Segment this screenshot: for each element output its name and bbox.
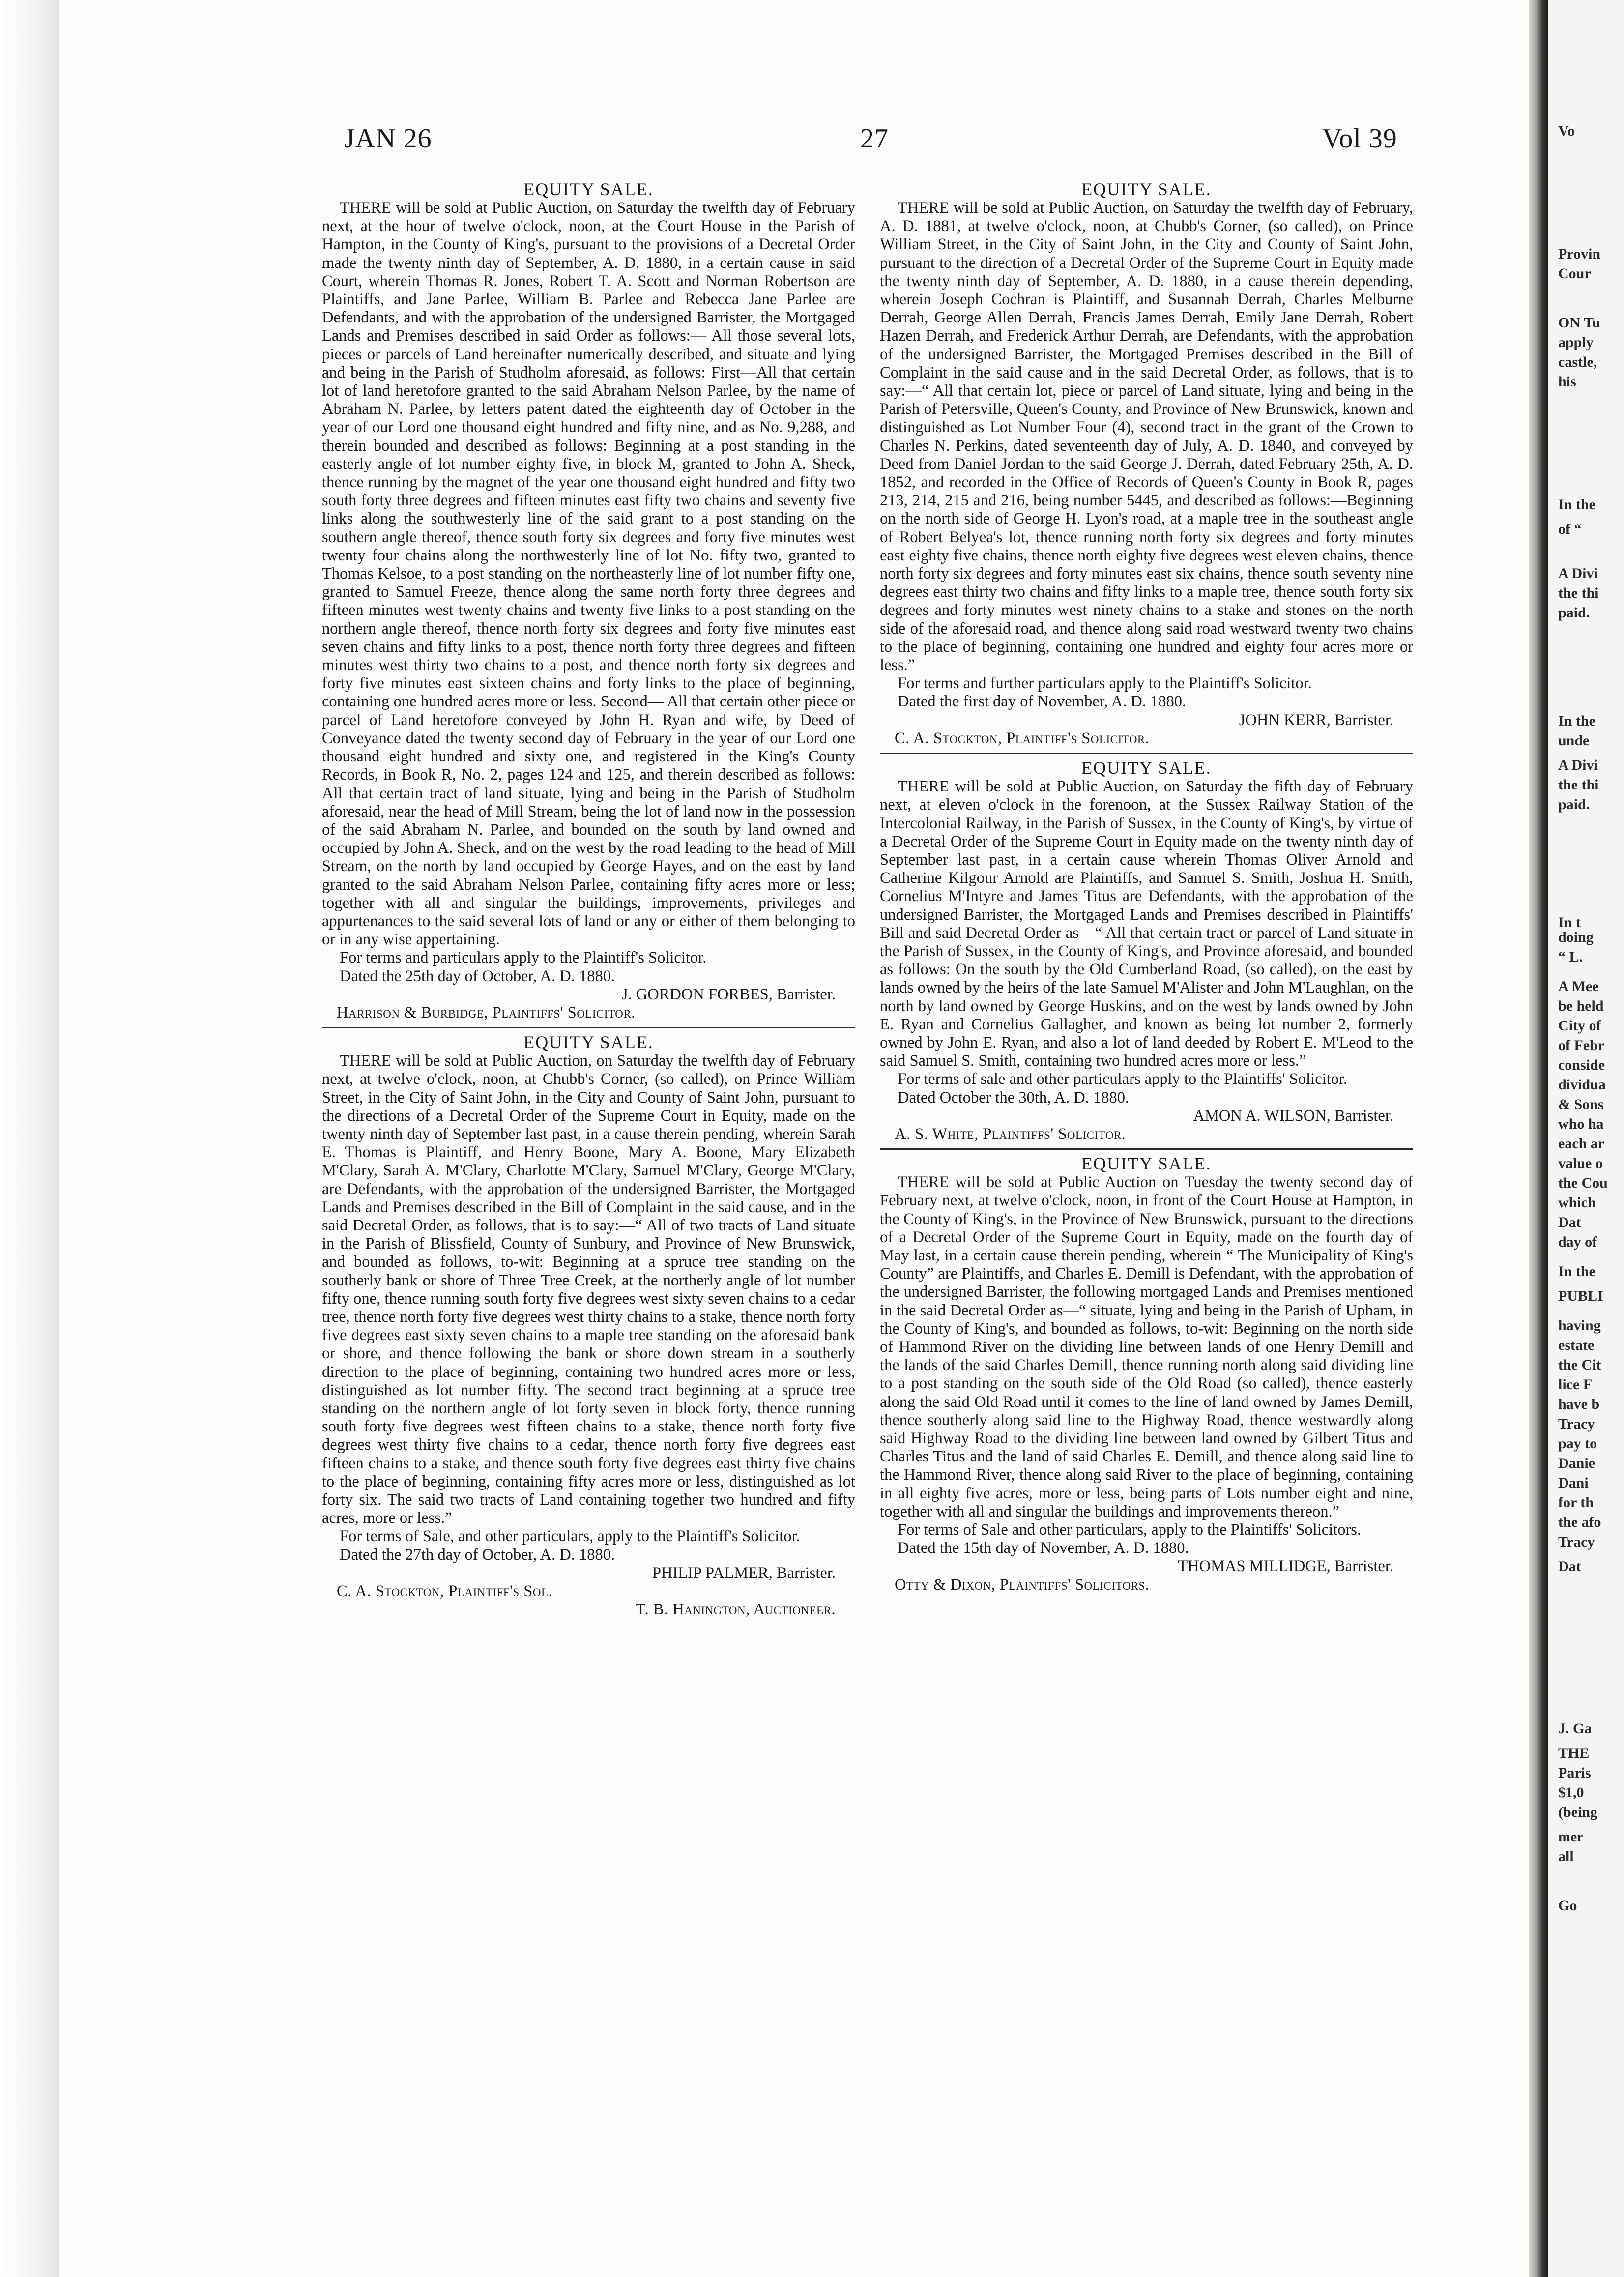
adjacent-page-fragment: lice F	[1558, 1376, 1593, 1393]
adjacent-page-fragment: In t	[1558, 914, 1581, 931]
notice-dated: Dated the 15th day of November, A. D. 1880.	[898, 1539, 1189, 1557]
notice-barrister: AMON A. WILSON, Barrister.	[1193, 1107, 1393, 1125]
equity-sale-notice-forbes	[322, 179, 855, 1022]
adjacent-page-fragment: A Divi	[1558, 565, 1598, 582]
notice-title: EQUITY SALE.	[523, 1032, 654, 1052]
adjacent-page-fragment: In the	[1558, 1263, 1595, 1280]
adjacent-page-fragment: Dat	[1558, 1558, 1581, 1575]
adjacent-page-fragment: of Febr	[1558, 1037, 1605, 1053]
notice-dated: Dated the 27th day of October, A. D. 1880.	[340, 1546, 615, 1564]
notice-solicitor: C. A. Stockton, Plaintiff's Sol.	[337, 1582, 553, 1601]
notice-terms: For terms of Sale, and other particulars, apply to the Plaintiff's Solicitor.	[340, 1527, 800, 1546]
adjacent-page-fragment: conside	[1558, 1057, 1605, 1073]
adjacent-page-fragment: Cour	[1558, 265, 1591, 282]
notice-body: THERE will be sold at Public Auction, on Saturday the twelfth day of February next, at the hour of twelve o'clock, noon, at the Court House in the Parish of Hampton, in the County of King's, pursuant to the provisions of a Decretal Order made the twenty ninth day of September, A. D. 1880, in a certain cause in said Court, wherein Thomas R. Jones, Robert T. A. Scott and Norman Robertson are Plaintiffs, and Jane Parlee, William B. Parlee and Rebecca Jane Parlee are Defendants, and with the approbation of the undersigned Barrister, the Mortgaged Lands and Premises described in said Order as follows:— All those several lots, pieces or parcels of Land hereinafter numerically described, and situate and lying and being in the Parish of Studholm aforesaid, as follows: First—All that certain lot of land heretofore granted to the said Abraham Nelson Parlee, by the name of Abraham N. Parlee, by letters patent dated the eighteenth day of October in the year of our Lord one thousand eight hundred and fifty nine, and as No. 9,288, and therein bounded and described as follows: Beginning at a post standing in the easterly angle of lot number eighty five, in block M, granted to John A. Sheck, thence running by the magnet of the year one thousand eight hundred and fifty two south forty three degrees and fifteen minutes east fifty two chains and seventy five links along the southwesterly line of the said grant to a post standing on the southern angle thereof, thence south forty six degrees and forty five minutes west twenty four chains along the northwesterly line of lot No. fifty two, granted to Thomas Kelsoe, to a post standing on the northeasterly line of lot number fifty one, granted to Samuel Freeze, thence along the same north forty three degrees and fifteen minutes west twenty chains and twenty five links to a post standing on the northern angle thereof, thence north forty six degrees and forty five minutes east seven chains and fifty links to a post, thence north forty three degrees and fifteen minutes west thirty two chains to a post, and thence north forty six degrees and forty five minutes east sixteen chains and forty links to the place of beginning, containing one hundred acres more or less. Second— All that certain other piece or parcel of Land heretofore conveyed by John H. Ryan and wife, by Deed of Conveyance dated the twenty second day of February in the year of our Lord one thousand eight hundred and sixty one, and registered in the King's County Records, in Book R, No. 2, pages 124 and 125, and therein described as follows: All that certain tract of land situate, lying and being in the Parish of Studholm aforesaid, near the head of Mill Stream, being the lot of land now in the possession of the said Abraham N. Parlee, and bounded on the south by land owned and occupied by John A. Sheck, and on the west by the road leading to the head of Mill Stream, on the north by land occupied by George Hayes, and on the east by land granted to the said Abraham Nelson Parlee, containing fifty acres more or less; together with all and singular the buildings, improvements, privileges and appurtenances to the said several lots of land or any or either of them belonging to or in any wise appertaining.	[322, 199, 855, 949]
binding-shadow	[1529, 0, 1548, 2277]
adjacent-page-fragment: Dani	[1558, 1475, 1589, 1491]
adjacent-page-fragment: mer	[1558, 1829, 1584, 1845]
page-number: 27	[860, 123, 889, 154]
adjacent-page-fragment: who ha	[1558, 1116, 1604, 1132]
equity-sale-notice-wilson	[880, 758, 1413, 1143]
adjacent-page-fragment: have b	[1558, 1396, 1600, 1412]
notice-solicitor: Harrison & Burbidge, Plaintiffs' Solicitor.	[337, 1003, 636, 1022]
notice-terms: For terms and particulars apply to the Plaintiff's Solicitor.	[340, 949, 707, 967]
equity-sale-notice-palmer	[322, 1032, 855, 1619]
adjacent-page-fragment: dividua	[1558, 1077, 1606, 1093]
column-rule	[880, 753, 1413, 754]
adjacent-page-fragment: & Sons	[1558, 1096, 1604, 1112]
notice-terms: For terms and further particulars apply to the Plaintiff's Solicitor.	[898, 674, 1312, 693]
adjacent-page-fragment: unde	[1558, 732, 1590, 749]
adjacent-page-fragment: the thi	[1558, 585, 1599, 601]
notice-solicitor: Otty & Dixon, Plaintiffs' Solicitors.	[895, 1576, 1150, 1594]
adjacent-page-fragment: In the	[1558, 713, 1595, 729]
adjacent-page-fragment: A Divi	[1558, 757, 1598, 773]
notice-body: THERE will be sold at Public Auction, on Saturday the twelfth day of February next, at twelve o'clock, noon, at Chubb's Corner, (so called), on Prince William Street, in the City of Saint John, in the City and County of Saint John, pursuant to the directions of a Decretal Order of the Supreme Court in Equity, made on the twenty ninth day of September last past, in a cause therein pending, wherein Sarah E. Thomas is Plaintiff, and Henry Boone, Mary A. Boone, Mary Elizabeth M'Clary, Sarah A. M'Clary, Charlotte M'Clary, Samuel M'Clary, George M'Clary, are Defendants, with the approbation of the undersigned Barrister, the Mortgaged Lands and Premises described in the Bill of Complaint in the said cause, and in the said Decretal Order, as follows, that is to say:—“ All of two tracts of Land situate in the Parish of Blissfield, County of Sunbury, and Province of New Brunswick, and bounded as follows, to-wit: Beginning at a spruce tree standing on the southerly bank or shore of Three Tree Creek, at the northerly angle of lot number fifty one, thence running south forty five degrees west sixty seven chains to a cedar tree, thence north forty five degrees west thirty chains to a stake, thence north forty five degrees east sixty seven chains to a maple tree standing on the aforesaid bank or shore, and thence following the bank or shore down stream in a southerly direction to the place of beginning, containing two hundred acres more or less, distinguished as lot number fifty. The second tract beginning at a spruce tree standing on the northern angle of lot forty seven in block forty, thence running south forty five degrees west fifteen chains to a stake, thence north forty five degrees west thirty five chains to a cedar, thence north forty five degrees east fifteen chains to a stake, and thence south forty five degrees east thirty five chains to the place of beginning, containing fifty acres more or less, distinguished as lot forty six. The said two tracts of Land containing together two hundred and fifty acres, more or less.”	[322, 1052, 855, 1527]
notice-title: EQUITY SALE.	[1081, 1154, 1212, 1174]
notice-solicitor: C. A. Stockton, Plaintiff's Solicitor.	[895, 729, 1150, 747]
equity-sale-notice-millidge	[880, 1154, 1413, 1594]
adjacent-page-fragment: his	[1558, 374, 1576, 390]
adjacent-page-fragment: having	[1558, 1317, 1601, 1334]
adjacent-page-fragment: the afo	[1558, 1514, 1601, 1530]
adjacent-page-fragment: Tracy	[1558, 1534, 1595, 1550]
adjacent-page-fragment: Tracy	[1558, 1416, 1595, 1432]
adjacent-page-fragment: value o	[1558, 1155, 1603, 1171]
left-column	[322, 179, 855, 1619]
notice-dated: Dated October the 30th, A. D. 1880.	[898, 1088, 1130, 1107]
notice-title: EQUITY SALE.	[1081, 758, 1212, 778]
notice-title: EQUITY SALE.	[523, 179, 654, 199]
notice-terms: For terms of Sale and other particulars, apply to the Plaintiffs' Solicitors.	[898, 1521, 1362, 1539]
adjacent-page-fragment: Provin	[1558, 246, 1601, 262]
adjacent-page-fragment: each ar	[1558, 1136, 1605, 1152]
adjacent-page-fragment: Vo	[1558, 123, 1575, 139]
adjacent-page-fragment: City of	[1558, 1018, 1601, 1034]
equity-sale-notice-kerr	[880, 179, 1413, 748]
adjacent-page-fragment: ON Tu	[1558, 315, 1600, 331]
notice-barrister: THOMAS MILLIDGE, Barrister.	[1178, 1557, 1393, 1576]
adjacent-page-fragment: which	[1558, 1195, 1596, 1211]
page-date: JAN 26	[344, 123, 432, 154]
adjacent-page-fragment: paid.	[1558, 796, 1590, 813]
adjacent-page-fragment: (being	[1558, 1804, 1598, 1820]
adjacent-page-fragment: J. Ga	[1558, 1721, 1592, 1737]
column-rule	[880, 1148, 1413, 1150]
adjacent-page-edge	[1529, 0, 1624, 2277]
adjacent-page-fragment: A Mee	[1558, 978, 1599, 994]
volume-label: Vol 39	[1322, 123, 1397, 154]
adjacent-page-fragment: paid.	[1558, 605, 1590, 621]
adjacent-page-fragment: Danie	[1558, 1455, 1595, 1471]
adjacent-page-fragment: castle,	[1558, 354, 1597, 370]
adjacent-page-fragment: $1,0	[1558, 1784, 1584, 1801]
adjacent-page-fragment: THE	[1558, 1745, 1590, 1761]
adjacent-page-fragment: In the	[1558, 496, 1595, 513]
adjacent-page-fragment: of “	[1558, 521, 1582, 537]
notice-auctioneer: T. B. Hanington, Auctioneer.	[636, 1601, 836, 1619]
adjacent-page-fragment: apply	[1558, 334, 1594, 350]
notice-dated: Dated the first day of November, A. D. 1880.	[898, 693, 1187, 711]
notice-terms: For terms of sale and other particulars apply to the Plaintiffs' Solicitor.	[898, 1070, 1348, 1088]
adjacent-page-fragment: the thi	[1558, 777, 1599, 793]
column-rule	[322, 1027, 855, 1028]
adjacent-page-fragment: “ L.	[1558, 949, 1583, 965]
adjacent-page-fragment: Paris	[1558, 1765, 1591, 1781]
adjacent-page-fragment: day of	[1558, 1234, 1597, 1250]
adjacent-page-fragment: pay to	[1558, 1435, 1597, 1452]
notice-title: EQUITY SALE.	[1081, 179, 1212, 199]
notice-body: THERE will be sold at Public Auction on Tuesday the twenty second day of February next, at twelve o'clock, noon, in front of the Court House at Hampton, in the County of King's, in the Province of New Brunswick, pursuant to the directions of a Decretal Order of the Supreme Court in Equity, made on the fourth day of May last, in a certain cause therein pending, wherein “ The Municipality of King's County” are Plaintiffs, and Charles E. Demill is Defendant, with the approbation of the undersigned Barrister, the following mortgaged Lands and Premises mentioned in the said Decretal Order as—“ situate, lying and being in the Parish of Upham, in the County of King's, and bounded as follows, to-wit: Beginning on the north side of Hammond River on the dividing line between lands of one Henry Demill and the lands of the said Charles Demill, thence running north along said dividing line to a post standing on the south side of the Old Road (so called), thence easterly along the said Old Road until it comes to the line of land owned by James Demill, thence southerly along said line to the Highway Road, thence westwardly along said Highway Road to the dividing line between land owned by Gilbert Titus and Charles Titus and the land of said Charles E. Demill, and thence along said line to the Hammond River, thence along said River to the place of beginning, containing in all eighty five acres, more or less, being parts of Lots number eight and nine, together with all and singular the buildings and improvements thereon.”	[880, 1173, 1413, 1520]
adjacent-page-fragment: all	[1558, 1848, 1574, 1865]
adjacent-page-fragment: the Cit	[1558, 1357, 1601, 1373]
adjacent-page-fragment: doing	[1558, 929, 1594, 945]
notice-body: THERE will be sold at Public Auction, on Saturday the fifth day of February next, at eleven o'clock in the forenoon, at the Sussex Railway Station of the Intercolonial Railway, in the Parish of Sussex, in the County of King's, by virtue of a Decretal Order of the Supreme Court in Equity made on the twenty ninth day of September last past, in a certain cause wherein Thomas Oliver Arnold and Catherine Kilgour Arnold are Plaintiffs, and Samuel S. Smith, Joshua H. Smith, Cornelius M'Intyre and James Titus are Defendants, with the approbation of the undersigned Barrister, the Mortgaged Lands and Premises described in Plaintiffs' Bill and said Decretal Order as—“ All that certain tract or parcel of Land situate in the Parish of Sussex, in the County of King's, and Province aforesaid, and bounded as follows: On the south by the Old Cumberland Road, (so called), on the east by lands owned by the heirs of the late Samuel M'Alister and John M'Laughlan, on the north by land owned by George Huskins, and on the west by lands owned by John E. Ryan and Cornelius Gallagher, and known as being lot number 2, formerly owned by John E. Ryan, and also a lot of land deeded by Robert E. M'Leod to the said Samuel S. Smith, containing two hundred acres more or less.”	[880, 778, 1413, 1070]
notice-solicitor: A. S. White, Plaintiffs' Solicitor.	[895, 1125, 1126, 1143]
adjacent-page-fragment: the Cou	[1558, 1175, 1608, 1191]
notice-barrister: JOHN KERR, Barrister.	[1239, 711, 1393, 729]
scan-margin-shadow	[0, 0, 59, 2277]
right-column	[880, 179, 1413, 1594]
notice-dated: Dated the 25th day of October, A. D. 1880.	[340, 967, 615, 985]
adjacent-page-fragment: estate	[1558, 1337, 1595, 1353]
adjacent-page-fragment: PUBLI	[1558, 1288, 1603, 1304]
notice-barrister: PHILIP PALMER, Barrister.	[652, 1564, 836, 1582]
adjacent-page-fragment: for th	[1558, 1494, 1594, 1511]
adjacent-page-fragment: be held	[1558, 998, 1604, 1014]
notice-barrister: J. GORDON FORBES, Barrister.	[621, 985, 836, 1003]
adjacent-page-fragment: Go	[1558, 1898, 1577, 1914]
adjacent-page-fragment: Dat	[1558, 1214, 1581, 1230]
notice-body: THERE will be sold at Public Auction, on Saturday the twelfth day of February, A. D. 1881, at twelve o'clock, noon, at Chubb's Corner, (so called), on Prince William Street, in the City of Saint John, in the City and County of Saint John, pursuant to the direction of a Decretal Order of the Supreme Court in Equity made the twenty ninth day of September, A. D. 1880, in a cause therein depending, wherein Joseph Cochran is Plaintiff, and Susannah Derrah, Charles Melburne Derrah, George Allen Derrah, Francis James Derrah, Emily Jane Derrah, Robert Hazen Derrah, and Frederick Arthur Derrah, are Defendants, with the approbation of the undersigned Barrister, the Mortgaged Premises described in the Bill of Complaint in the said cause and in the said Decretal Order, as follows, that is to say:—“ All that certain lot, piece or parcel of Land situate, lying and being in the Parish of Petersville, Queen's County, and Province of New Brunswick, known and distinguished as Lot Number Four (4), second tract in the grant of the Crown to Charles N. Perkins, dated seventeenth day of July, A. D. 1840, and conveyed by Deed from Daniel Jordan to the said George J. Derrah, dated February 25th, A. D. 1852, and recorded in the Office of Records of Queen's County in Book R, pages 213, 214, 215 and 216, being number 5445, and described as follows:—Beginning on the north side of George H. Lyon's road, at a maple tree in the southeast angle of Robert Belyea's lot, thence running north forty six degrees and forty minutes east eighty five chains, thence north eighty five degrees west eleven chains, thence north forty six degrees and forty minutes east six chains, thence south seventy nine degrees east thirty two chains and fifty links to a maple tree, thence south forty six degrees and forty minutes west ninety chains to a stake and stones on the north side of the aforesaid road, and thence along said road westward twenty two chains to the place of beginning, containing one hundred and eighty four acres more or less.”	[880, 199, 1413, 674]
